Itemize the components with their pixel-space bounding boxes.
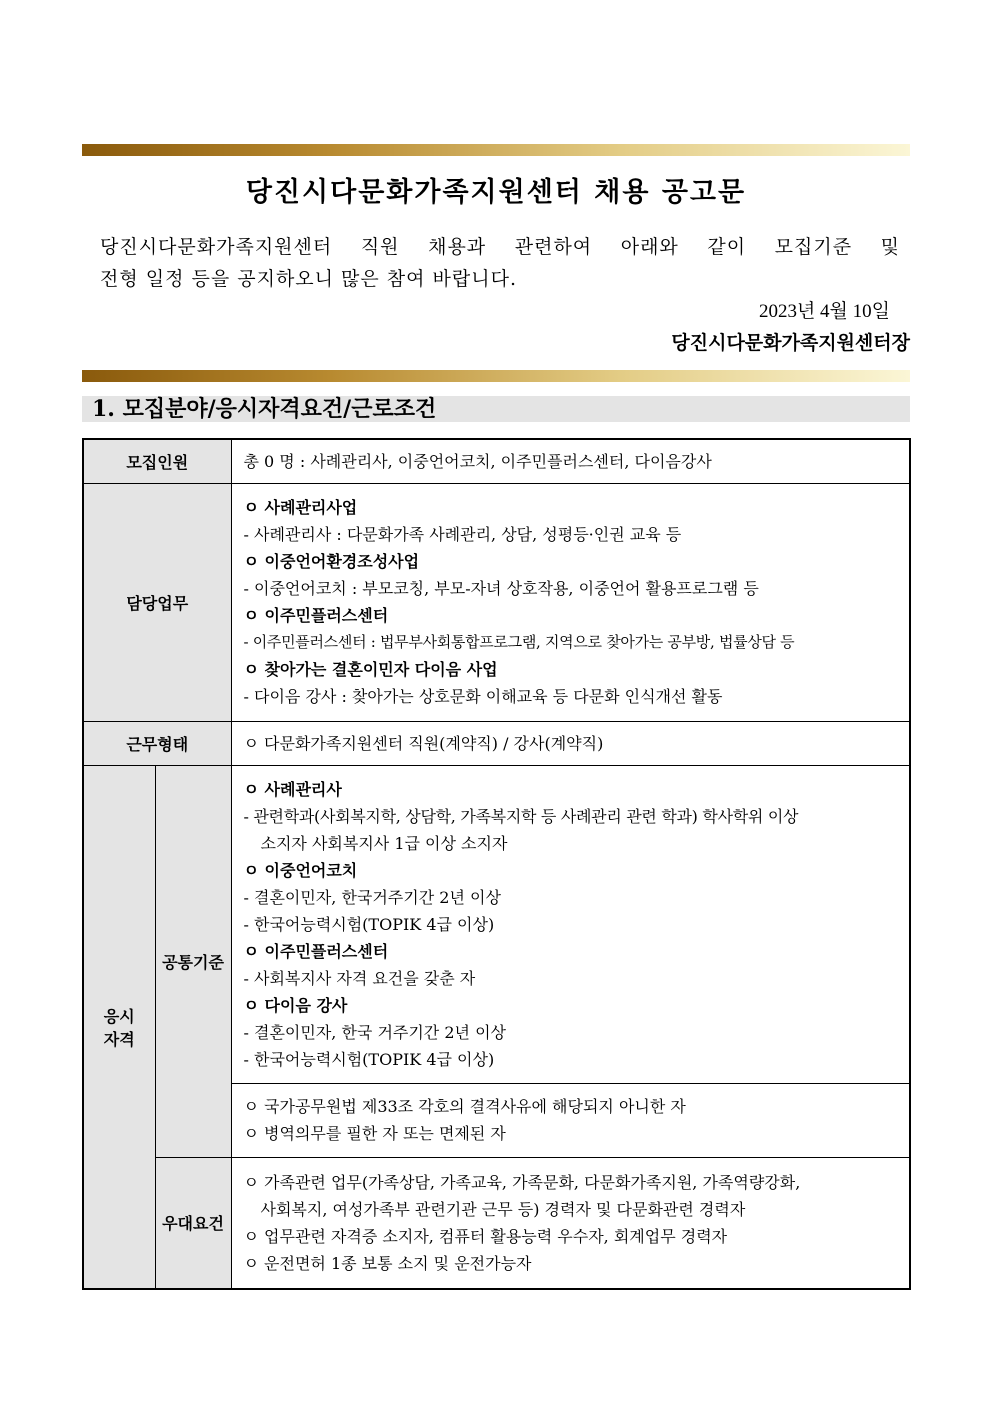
qualification-label-line-1: 응시 [103,1006,135,1026]
common-line: - 결혼이민자, 한국 거주기간 2년 이상 [243,1022,506,1042]
recruit-label: 모집인원 [83,439,231,483]
duties-line: ㅇ 이주민플러스센터 [243,606,389,625]
recruit-text [231,439,910,483]
recruit-value: 총 0 명 : 사례관리사, 이중언어코치, 이주민플러스센터, 다이음강사 [243,451,712,471]
common-extra-line: ㅇ 병역의무를 필한 자 또는 면제된 자 [243,1124,506,1143]
preferred-line: ㅇ 가족관련 업무(가족상담, 가족교육, 가족문화, 다문화가족지원, 가족역량강화, [243,1172,801,1192]
qualification-label-line-2: 자격 [103,1029,135,1049]
common-criteria-content [231,765,910,1083]
common-line: - 한국어능력시험(TOPIK 4급 이상) [243,1049,495,1069]
duties-line: - 사례관리사 : 다문화가족 사례관리, 상담, 성평등·인권 교육 등 [243,525,682,544]
duties-line: ㅇ 이중언어환경조성사업 [243,552,420,571]
duties-content [231,483,910,721]
work-type-label: 근무형태 [83,721,231,765]
duties-line: - 이중언어코치 : 부모코칭, 부모-자녀 상호작용, 이중언어 활용프로그램 등 [243,579,759,598]
duties-line: - 이주민플러스센터 : 법무부사회통합프로그램, 지역으로 찾아가는 공부방, 법률상담 등 [243,633,795,651]
common-line: ㅇ 이중언어코치 [243,860,358,880]
row-common-criteria [83,765,910,1083]
recruitment-table [82,438,911,1290]
common-line: - 결혼이민자, 한국거주기간 2년 이상 [243,887,501,907]
preferred-line: ㅇ 운전면허 1종 보통 소지 및 운전가능자 [243,1253,532,1273]
preferred-content [231,1157,910,1289]
qualification-label [83,765,155,1289]
section-1-heading: 1. 모집분야/응시자격요건/근로조건 [82,396,910,422]
top-decorative-bar [82,144,910,156]
signer: 당진시다문화가족지원센터장 [671,332,910,354]
duties-line: ㅇ 사례관리사업 [243,498,358,517]
duties-label: 담당업무 [83,483,231,721]
notice-date: 2023년 4월 10일 [758,301,890,322]
common-extra-line: ㅇ 국가공무원법 제33조 각호의 결격사유에 해당되지 아니한 자 [243,1097,686,1116]
duties-line: ㅇ 찾아가는 결혼이민자 다이음 사업 [243,660,498,679]
intro-line-1: 당진시다문화가족지원센터 직원 채용과 관련하여 아래와 같이 모집기준 및 [100,236,900,258]
common-line: ㅇ 다이음 강사 [243,995,348,1015]
work-type-content [231,721,910,765]
preferred-label: 우대요건 [155,1157,231,1289]
bottom-decorative-bar [82,370,910,382]
row-recruit [83,439,910,483]
common-line: - 관련학과(사회복지학, 상담학, 가족복지학 등 사례관리 관련 학과) 학사학위 이상 [243,806,799,826]
preferred-line: 사회복지, 여성가족부 관련기관 근무 등) 경력자 및 다문화관련 경력자 [260,1199,746,1219]
intro-line-2: 전형 일정 등을 공지하오니 많은 참여 바랍니다. [100,268,518,290]
row-work-type [83,721,910,765]
row-preferred [83,1157,910,1289]
page-title: 당진시다문화가족지원센터 채용 공고문 [245,177,747,208]
common-criteria-label: 공통기준 [155,765,231,1157]
common-line: ㅇ 이주민플러스센터 [243,941,389,961]
preferred-line: ㅇ 업무관련 자격증 소지자, 컴퓨터 활용능력 우수자, 회계업무 경력자 [243,1226,728,1246]
common-line: ㅇ 사례관리사 [243,779,342,799]
common-line: - 사회복지사 자격 요건을 갖춘 자 [243,968,476,988]
common-line: - 한국어능력시험(TOPIK 4급 이상) [243,914,495,934]
work-type-value: ㅇ 다문화가족지원센터 직원(계약직) / 강사(계약직) [243,733,604,753]
row-duties [83,483,910,721]
common-extra-content [231,1083,910,1157]
duties-line: - 다이음 강사 : 찾아가는 상호문화 이해교육 등 다문화 인식개선 활동 [243,687,723,706]
common-line: 소지자 사회복지사 1급 이상 소지자 [260,833,508,853]
